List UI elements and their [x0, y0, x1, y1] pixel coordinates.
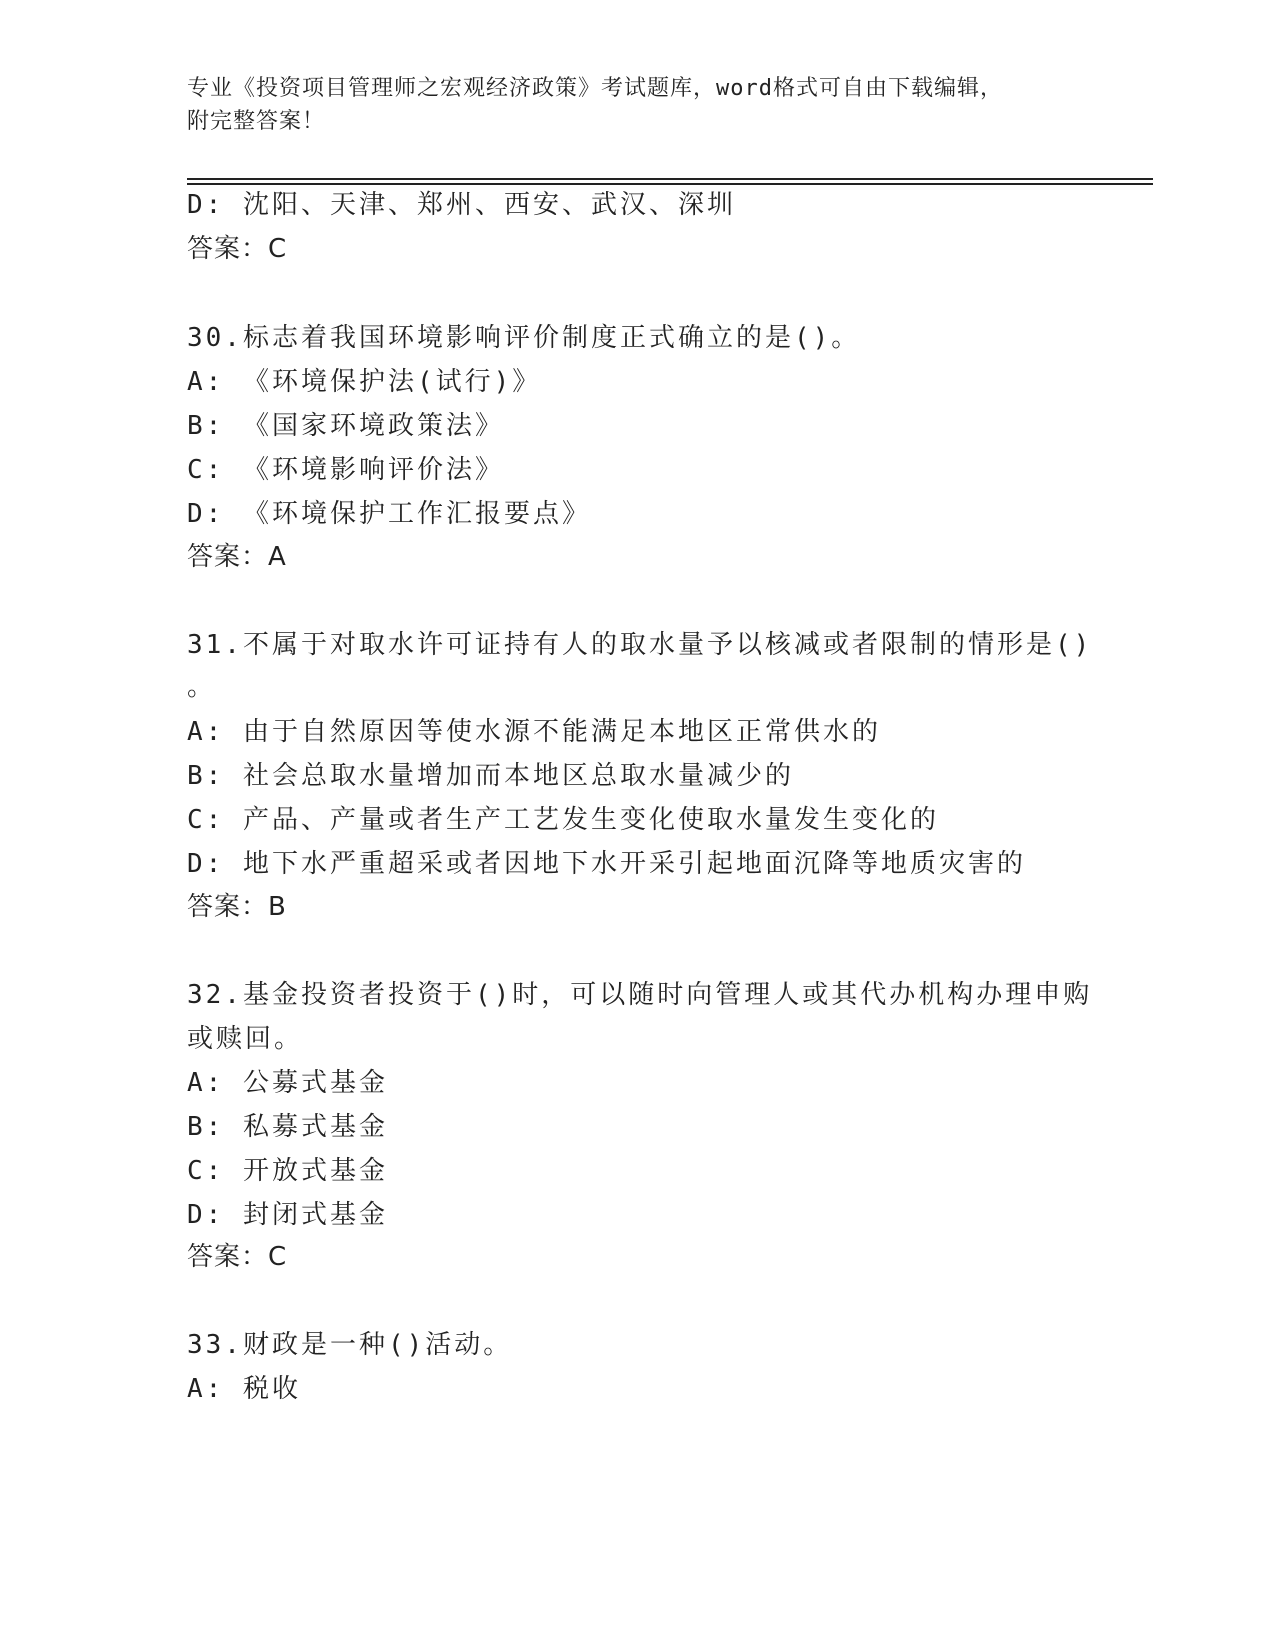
- header-line-2: 附完整答案！: [187, 109, 326, 134]
- q32-stem-line-1: 32.基金投资者投资于()时，可以随时向管理人或其代办机构办理申购: [187, 980, 1093, 1010]
- q31-stem-line-1: 31.不属于对取水许可证持有人的取水量予以核减或者限制的情形是(): [187, 630, 1093, 660]
- header-divider-bottom: [187, 183, 1153, 185]
- header-line-1: 专业《投资项目管理师之宏观经济政策》考试题库，word格式可自由下载编辑，: [187, 76, 1003, 101]
- q32-stem-line-2: 或赎回。: [187, 1024, 304, 1054]
- q33-stem: 33.财政是一种()活动。: [187, 1330, 513, 1360]
- q33-option-a: A: 税收: [187, 1374, 301, 1404]
- document-header: [187, 72, 1067, 138]
- q30-option-d: D: 《环境保护工作汇报要点》: [187, 499, 591, 529]
- q31-answer: 答案：B: [187, 892, 287, 922]
- q32-option-c: C: 开放式基金: [187, 1156, 388, 1186]
- q31-option-c: C: 产品、产量或者生产工艺发生变化使取水量发生变化的: [187, 805, 939, 835]
- q32-option-d: D: 封闭式基金: [187, 1200, 388, 1230]
- q31-option-a: A: 由于自然原因等使水源不能满足本地区正常供水的: [187, 717, 881, 747]
- q29-option-d: D: 沈阳、天津、郑州、西安、武汉、深圳: [187, 190, 736, 220]
- q30-answer: 答案：A: [187, 542, 287, 572]
- q32-option-b: B: 私募式基金: [187, 1112, 388, 1142]
- q30-option-b: B: 《国家环境政策法》: [187, 411, 504, 441]
- q30-option-c: C: 《环境影响评价法》: [187, 455, 504, 485]
- q29-answer: 答案：C: [187, 234, 288, 264]
- q31-stem-line-2: 。: [187, 672, 217, 702]
- q32-option-a: A: 公募式基金: [187, 1068, 388, 1098]
- q32-answer: 答案：C: [187, 1242, 288, 1272]
- header-divider-top: [187, 178, 1153, 180]
- q30-option-a: A: 《环境保护法(试行)》: [187, 367, 542, 397]
- q31-option-b: B: 社会总取水量增加而本地区总取水量减少的: [187, 761, 794, 791]
- q31-option-d: D: 地下水严重超采或者因地下水开采引起地面沉降等地质灾害的: [187, 849, 1026, 879]
- q30-stem: 30.标志着我国环境影响评价制度正式确立的是()。: [187, 323, 861, 353]
